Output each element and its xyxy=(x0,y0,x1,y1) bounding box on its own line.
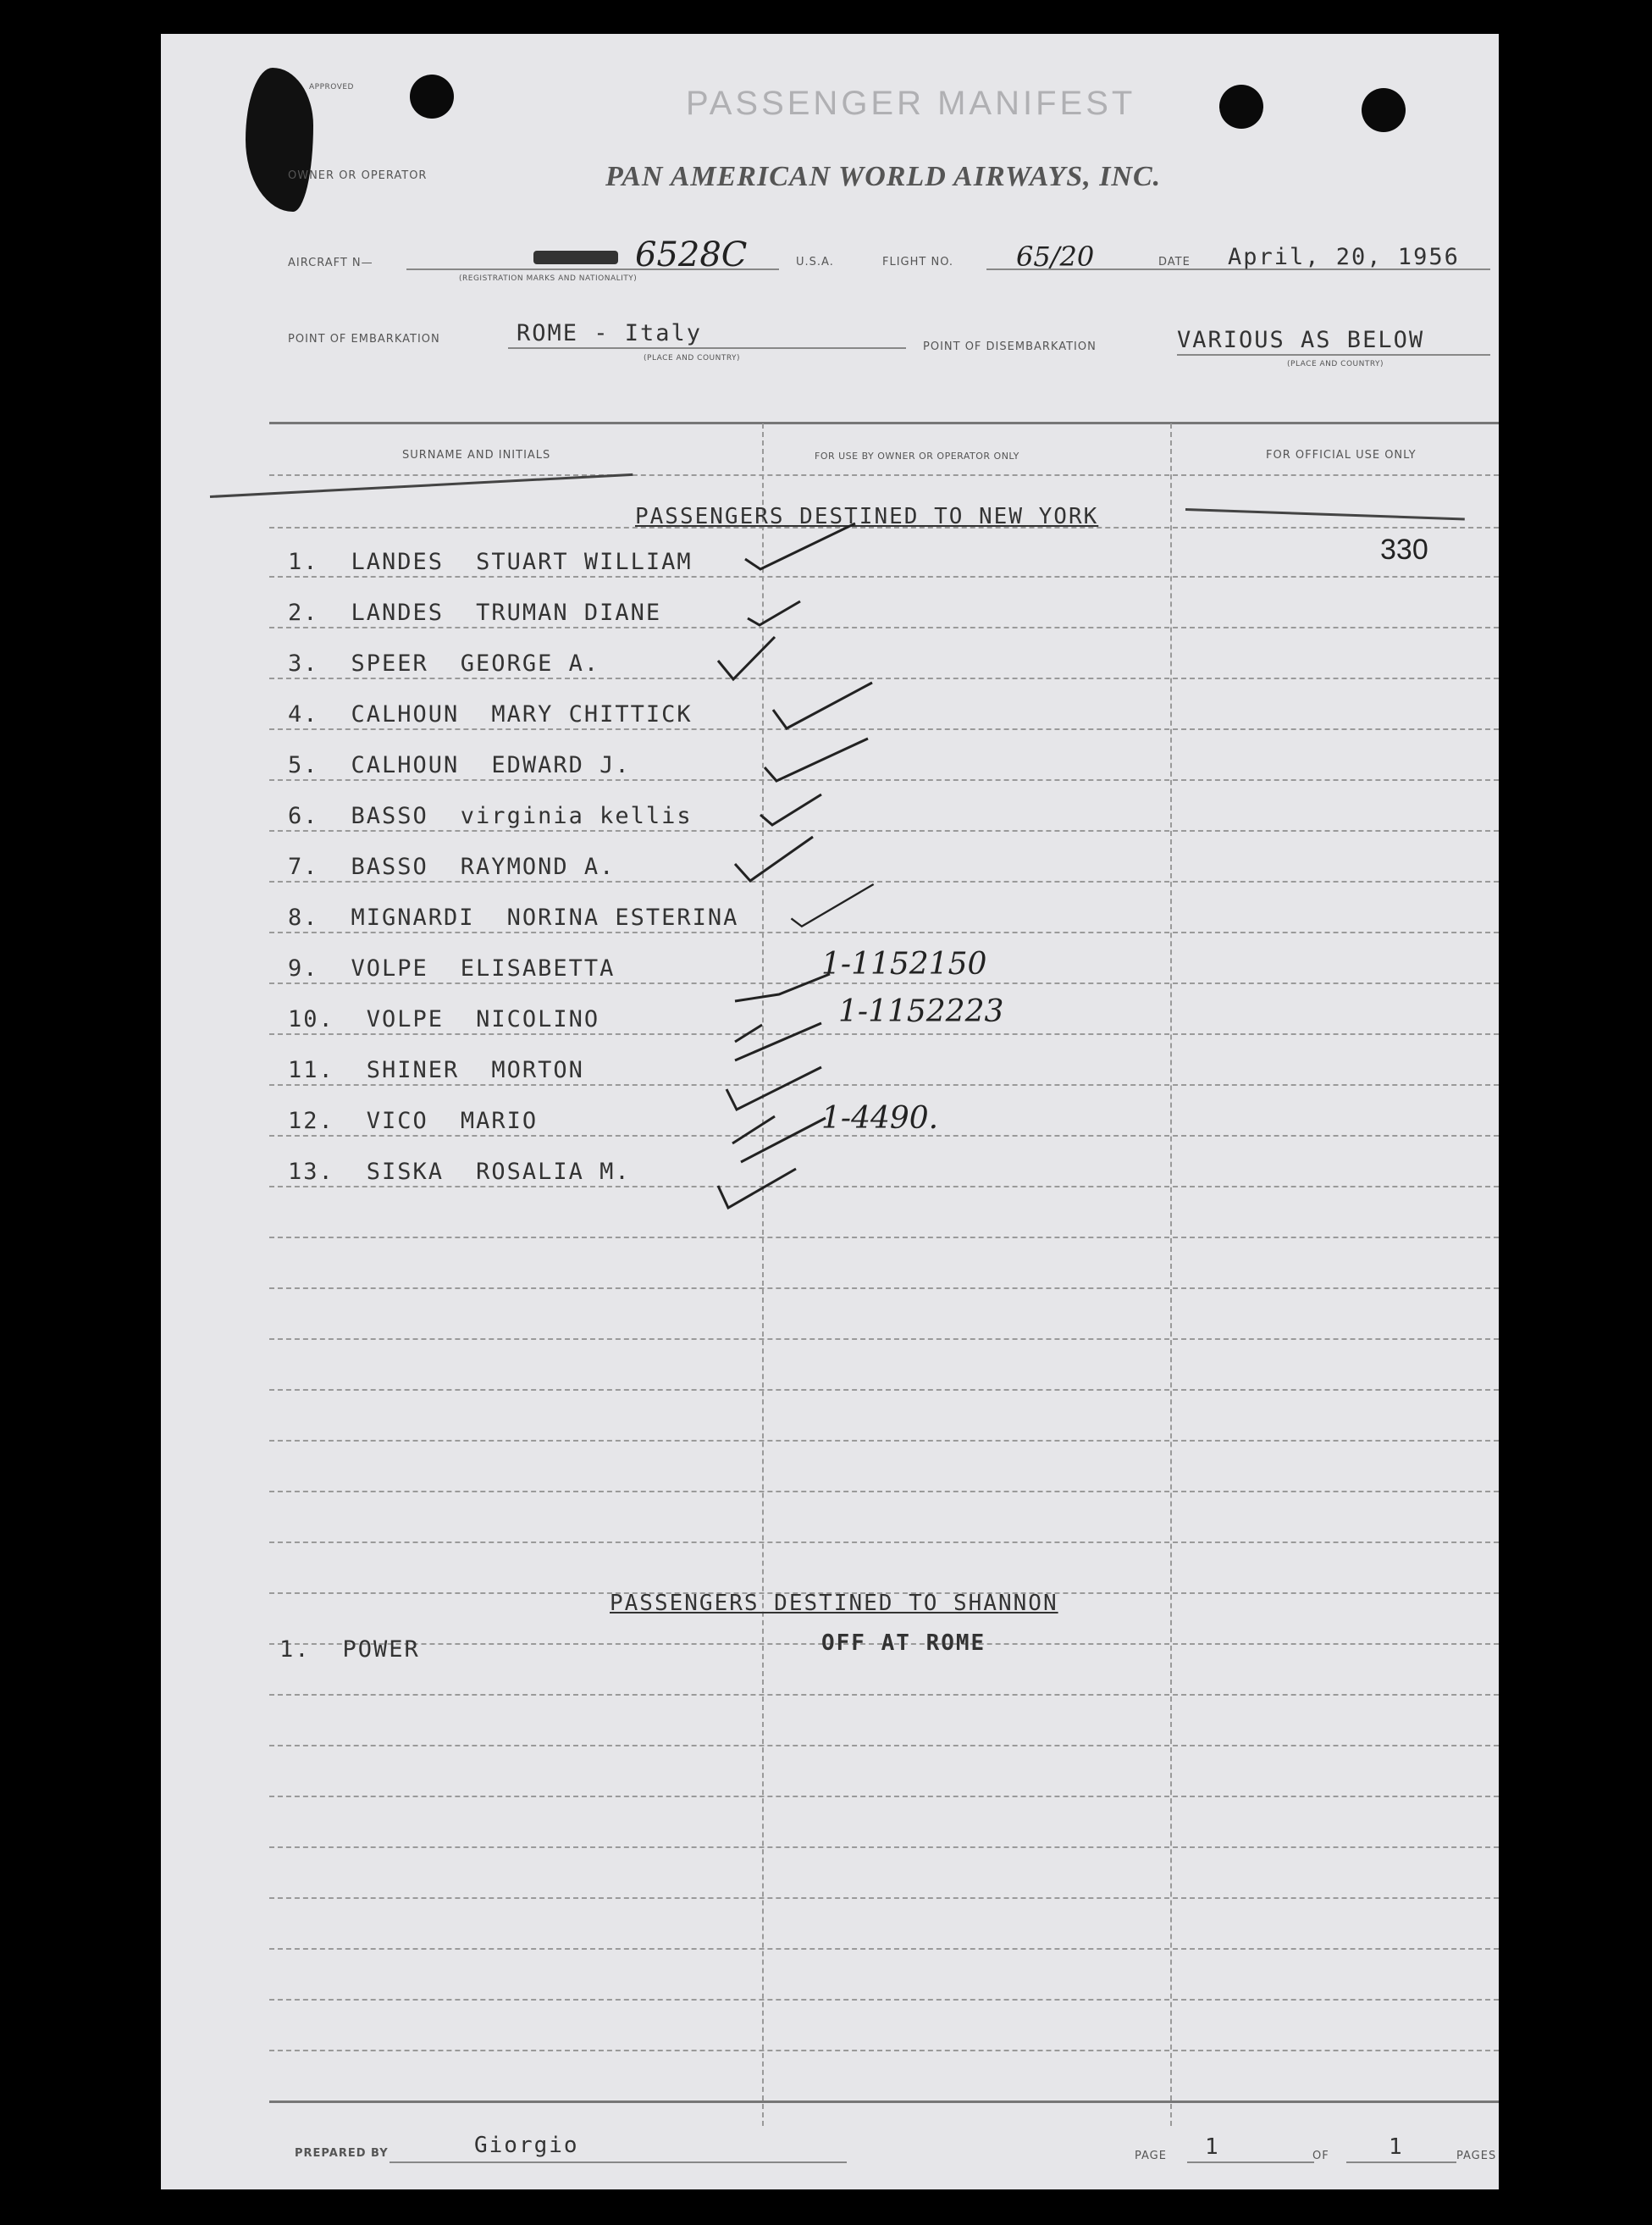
passenger-row xyxy=(279,1636,452,1663)
passenger-row xyxy=(288,701,725,728)
aircraft-value: 6528C xyxy=(635,235,748,274)
row-rule xyxy=(269,1999,1499,2001)
row-rule xyxy=(269,1186,1499,1187)
page-label: PAGE xyxy=(1135,2150,1167,2162)
aircraft-label: AIRCRAFT N— xyxy=(288,257,373,269)
group-heading-new-york: PASSENGERS DESTINED TO NEW YORK xyxy=(635,504,1099,529)
of-underline xyxy=(1346,2161,1456,2163)
table-top-rule xyxy=(269,422,1499,424)
row-rule xyxy=(269,1084,1499,1086)
passenger-number: 10. xyxy=(288,1006,334,1032)
row-rule xyxy=(269,1796,1499,1797)
row-rule xyxy=(269,1491,1499,1492)
form-title: PASSENGER MANIFEST xyxy=(686,85,1136,122)
passenger-given-names: ELISABETTA xyxy=(460,955,616,982)
passenger-number: 8. xyxy=(288,905,319,931)
passenger-surname: BASSO xyxy=(351,854,428,880)
passenger-row xyxy=(288,854,647,880)
passenger-surname: POWER xyxy=(342,1636,420,1663)
row-rule xyxy=(269,1338,1499,1340)
passenger-given-names: STUART WILLIAM xyxy=(476,549,693,575)
torn-corner xyxy=(246,68,313,212)
passenger-given-names: ROSALIA M. xyxy=(476,1159,631,1185)
passenger-row xyxy=(288,549,725,575)
disembark-value: VARIOUS AS BELOW xyxy=(1177,327,1425,353)
group-note-shannon: OFF AT ROME xyxy=(821,1630,986,1656)
passenger-surname: CALHOUN xyxy=(351,752,460,778)
passenger-row xyxy=(288,1006,632,1032)
row-rule xyxy=(269,1694,1499,1696)
passenger-surname: MIGNARDI xyxy=(351,905,475,931)
table-bottom-rule xyxy=(269,2100,1499,2103)
passenger-given-names: EDWARD J. xyxy=(491,752,631,778)
prepared-underline xyxy=(390,2161,847,2163)
passenger-surname: VOLPE xyxy=(351,955,428,982)
official-number: 330 xyxy=(1380,534,1428,566)
passenger-given-names: NICOLINO xyxy=(476,1006,600,1032)
row-rule xyxy=(269,982,1499,984)
passenger-number: 11. xyxy=(288,1057,334,1083)
passenger-number: 1. xyxy=(288,549,319,575)
struck-out-text xyxy=(533,251,618,264)
of-label: OF xyxy=(1312,2150,1329,2162)
date-value: April, 20, 1956 xyxy=(1228,244,1460,270)
page-underline xyxy=(1187,2161,1314,2163)
row-rule xyxy=(269,1745,1499,1746)
date-label: DATE xyxy=(1158,256,1191,268)
disembark-label: POINT OF DISEMBARKATION xyxy=(923,340,1097,353)
owner-label: OWNER OR OPERATOR xyxy=(288,169,428,182)
passenger-given-names: RAYMOND A. xyxy=(460,854,616,880)
embark-label: POINT OF EMBARKATION xyxy=(288,333,440,346)
passenger-surname: CALHOUN xyxy=(351,701,460,728)
row-rule xyxy=(269,830,1499,832)
passenger-number: 3. xyxy=(288,650,319,677)
row-rule xyxy=(269,474,1499,476)
check-mark xyxy=(771,872,898,932)
row-rule xyxy=(269,1287,1499,1289)
passenger-surname: VICO xyxy=(366,1108,428,1134)
passenger-given-names: MARY CHITTICK xyxy=(491,701,693,728)
pen-stroke xyxy=(210,473,633,498)
col-header-official-use: FOR OFFICIAL USE ONLY xyxy=(1266,449,1417,462)
passenger-number: 12. xyxy=(288,1108,334,1134)
row-rule xyxy=(269,576,1499,578)
passenger-given-names: virginia kellis xyxy=(460,803,693,829)
passenger-row xyxy=(288,1057,616,1083)
passenger-row xyxy=(288,650,632,677)
passenger-given-names: GEORGE A. xyxy=(460,650,600,677)
ticket-annotation: 1-1152223 xyxy=(838,994,1004,1029)
prepared-value: Giorgio xyxy=(474,2133,579,2158)
row-rule xyxy=(269,1033,1499,1035)
passenger-number: 5. xyxy=(288,752,319,778)
passenger-given-names: MARIO xyxy=(460,1108,539,1134)
disembark-note: (PLACE AND COUNTRY) xyxy=(1287,360,1384,368)
col-header-surname: SURNAME AND INITIALS xyxy=(402,449,551,462)
manifest-sheet xyxy=(161,34,1499,2189)
row-rule xyxy=(269,1948,1499,1950)
passenger-given-names: MORTON xyxy=(491,1057,584,1083)
passenger-number: 4. xyxy=(288,701,319,728)
group-heading-shannon: PASSENGERS DESTINED TO SHANNON xyxy=(610,1591,1058,1616)
check-mark xyxy=(754,776,881,835)
of-value: 1 xyxy=(1389,2134,1402,2160)
passenger-surname: SISKA xyxy=(366,1159,445,1185)
ticket-annotation: 1-4490. xyxy=(821,1101,939,1136)
registration-note: (REGISTRATION MARKS AND NATIONALITY) xyxy=(459,274,638,283)
passenger-given-names: NORINA ESTERINA xyxy=(506,905,739,931)
passenger-given-names: TRUMAN DIANE xyxy=(476,600,662,626)
row-rule xyxy=(269,1846,1499,1848)
passenger-row xyxy=(288,600,693,626)
passenger-surname: LANDES xyxy=(351,549,445,575)
passenger-number: 6. xyxy=(288,803,319,829)
check-mark xyxy=(711,1160,838,1220)
disembark-underline xyxy=(1177,354,1490,356)
flight-label: FLIGHT NO. xyxy=(882,256,954,268)
row-rule xyxy=(269,1541,1499,1543)
embark-underline xyxy=(508,347,906,349)
row-rule xyxy=(269,1389,1499,1391)
passenger-row xyxy=(288,752,663,778)
embark-value: ROME - Italy xyxy=(517,320,703,346)
passenger-surname: VOLPE xyxy=(366,1006,445,1032)
passenger-surname: LANDES xyxy=(351,600,445,626)
passenger-row xyxy=(288,905,771,931)
flight-value: 65/20 xyxy=(1016,241,1095,273)
passenger-number: 9. xyxy=(288,955,319,982)
check-mark xyxy=(737,517,864,576)
row-rule xyxy=(269,932,1499,933)
passenger-row xyxy=(288,955,647,982)
check-mark xyxy=(766,676,893,735)
row-rule xyxy=(269,2050,1499,2051)
passenger-surname: SHINER xyxy=(366,1057,460,1083)
owner-name: PAN AMERICAN WORLD AIRWAYS, INC. xyxy=(605,161,1162,192)
page-value: 1 xyxy=(1205,2134,1218,2160)
punch-hole xyxy=(1362,88,1406,132)
row-rule xyxy=(269,1237,1499,1238)
passenger-row xyxy=(288,1159,663,1185)
usa-label: U.S.A. xyxy=(796,256,834,268)
passenger-surname: BASSO xyxy=(351,803,428,829)
passenger-row xyxy=(288,803,725,829)
ticket-annotation: 1-1152150 xyxy=(821,947,987,982)
pen-stroke xyxy=(1185,508,1465,521)
punch-hole xyxy=(1219,85,1263,129)
row-rule xyxy=(269,627,1499,628)
passenger-number: 1. xyxy=(279,1636,311,1663)
passenger-number: 13. xyxy=(288,1159,334,1185)
passenger-surname: SPEER xyxy=(351,650,428,677)
row-rule xyxy=(269,1440,1499,1442)
passenger-row xyxy=(288,1108,570,1134)
prepared-label: PREPARED BY xyxy=(295,2147,389,2160)
pages-label: PAGES xyxy=(1456,2150,1497,2162)
row-rule xyxy=(269,1897,1499,1899)
approval-note: APPROVED xyxy=(309,83,354,91)
passenger-number: 7. xyxy=(288,854,319,880)
col-header-owner-use: FOR USE BY OWNER OR OPERATOR ONLY xyxy=(815,451,1019,462)
punch-hole xyxy=(410,75,454,119)
passenger-number: 2. xyxy=(288,600,319,626)
embark-note: (PLACE AND COUNTRY) xyxy=(644,354,741,363)
